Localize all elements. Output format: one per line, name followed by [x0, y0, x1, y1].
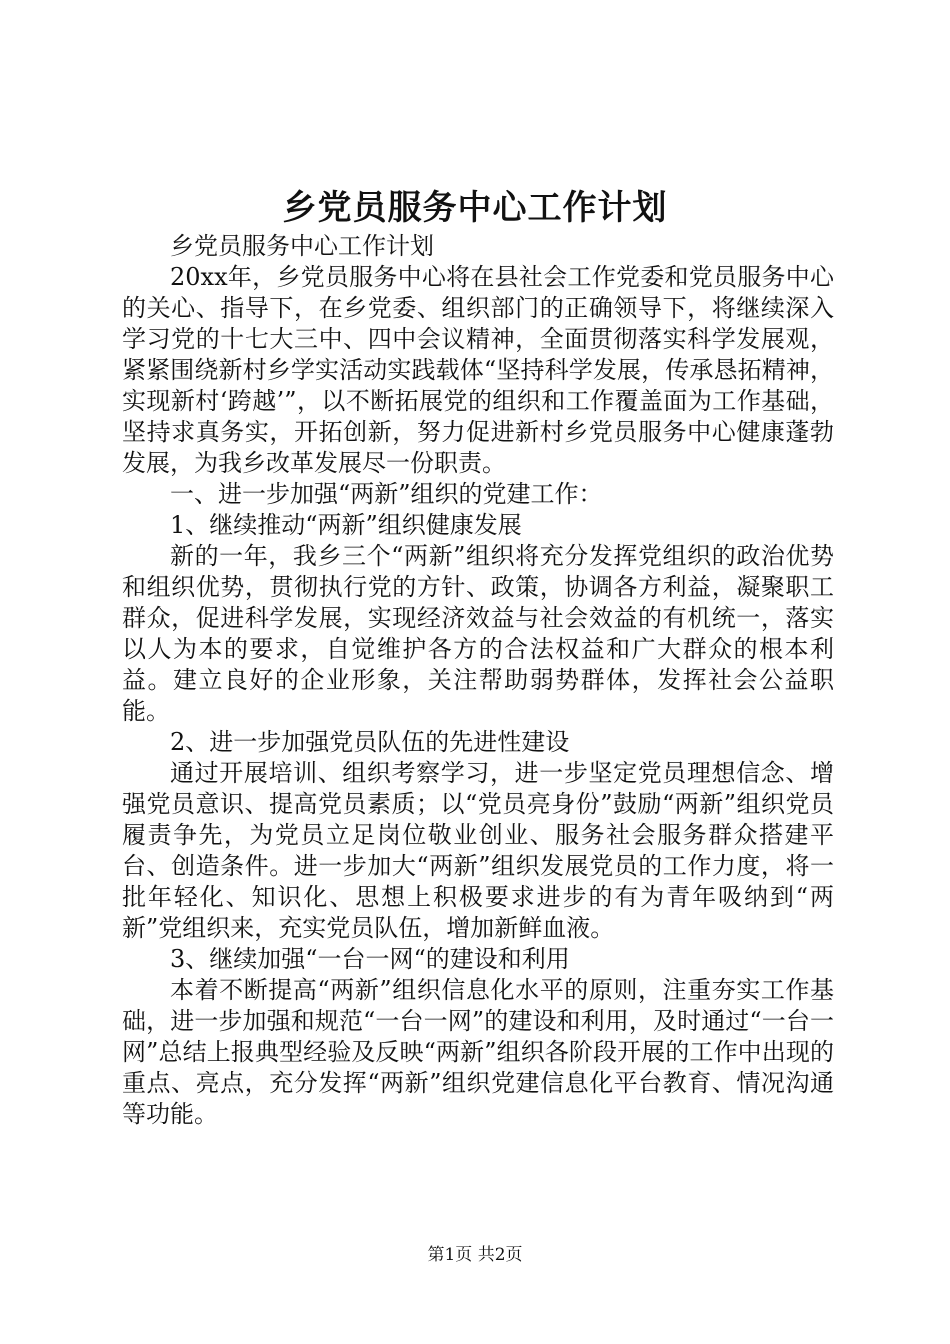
paragraph-intro: 20xx年，乡党员服务中心将在县社会工作党委和党员服务中心的关心、指导下，在乡党委、组织部门的正确领导下，将继续深入学习党的十七大三中、四中会议精神，全面贯彻落实科学发展观，紧紧围绕新村乡学实活动实践载体“坚持科学发展，传承恳拓精神，实现新村‘跨越’”，以不断拓展党的组织和工作覆盖面为工作基础，坚持求真务实，开拓创新，努力促进新村乡党员服务中心健康蓬勃发展，为我乡改革发展尽一份职责。: [122, 263, 834, 477]
section-heading-1: 一、进一步加强“两新”组织的党建工作：: [170, 480, 603, 508]
paragraph-heading-repeat: 乡党员服务中心工作计划: [170, 232, 434, 260]
page-footer: 第1页 共2页: [427, 1245, 523, 1265]
subsection-heading-3: 3、继续加强“一台一网“的建设和利用: [170, 945, 570, 973]
subsection-heading-1: 1、继续推动“两新”组织健康发展: [170, 511, 522, 539]
paragraph-subsection-1: 新的一年，我乡三个“两新”组织将充分发挥党组织的政治优势和组织优势，贯彻执行党的方针、政策，协调各方利益，凝聚职工群众，促进科学发展，实现经济效益与社会效益的有机统一，落实以人为本的要求，自觉维护各方的合法权益和广大群众的根本利益。建立良好的企业形象，关注帮助弱势群体，发挥社会公益职能。: [122, 542, 834, 725]
document-body: [122, 231, 834, 1130]
document-title: 乡党员服务中心工作计划: [282, 188, 668, 228]
subsection-heading-2: 2、进一步加强党员队伍的先进性建设: [170, 728, 570, 756]
paragraph-subsection-2: 通过开展培训、组织考察学习，进一步坚定党员理想信念、增强党员意识、提高党员素质；以“党员亮身份”鼓励“两新”组织党员履责争先，为党员立足岗位敬业创业、服务社会服务群众搭建平台、创造条件。进一步加大“两新”组织发展党员的工作力度，将一批年轻化、知识化、思想上积极要求进步的有为青年吸纳到“两新”党组织来，充实党员队伍，增加新鲜血液。: [122, 759, 834, 942]
paragraph-subsection-3: 本着不断提高“两新”组织信息化水平的原则，注重夯实工作基础，进一步加强和规范“一台一网”的建设和利用，及时通过“一台一网”总结上报典型经验及反映“两新”组织各阶段开展的工作中出现的重点、亮点，充分发挥“两新”组织党建信息化平台教育、情况沟通等功能。: [122, 976, 834, 1128]
